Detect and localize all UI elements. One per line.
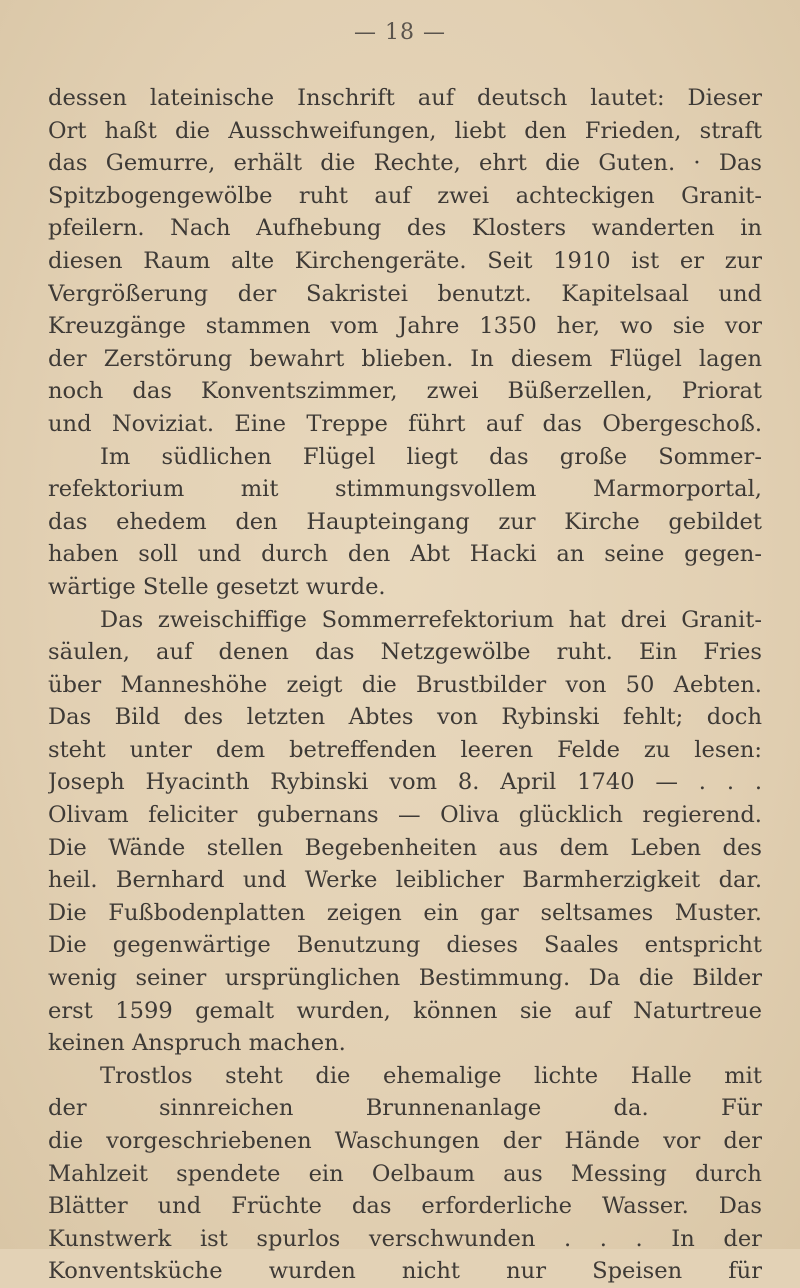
text-line: Die Fußbodenplatten zeigen ein gar seltsames Muster.	[48, 899, 762, 926]
text-line: wenig seiner ursprünglichen Bestimmung. Da die Bilder	[48, 965, 762, 992]
text-line: Vergrößerung der Sakristei benutzt. Kapitelsaal und	[48, 280, 762, 307]
text-line: keinen Anspruch machen.	[48, 1030, 346, 1057]
text-line: Konventsküche wurden nicht nur Speisen für	[48, 1258, 762, 1285]
text-line: Kreuzgänge stammen vom Jahre 1350 her, wo sie vor	[48, 313, 762, 340]
text-line: Joseph Hyacinth Rybinski vom 8. April 1740 — . . .	[48, 769, 762, 796]
text-line: erst 1599 gemalt wurden, können sie auf Naturtreue	[48, 997, 762, 1024]
text-line: das ehedem den Haupteingang zur Kirche gebildet	[48, 508, 762, 535]
text-line: die vorgeschriebenen Waschungen der Hände vor der	[48, 1128, 762, 1154]
text-line: säulen, auf denen das Netzgewölbe ruht. Ein Fries	[48, 639, 762, 666]
text-line: haben soll und durch den Abt Hacki an seine gegen-	[48, 541, 762, 568]
text-line: noch das Konventszimmer, zwei Büßerzellen, Priorat	[48, 378, 762, 405]
text-line: refektorium mit stimmungsvollem Marmorportal,	[48, 476, 762, 503]
text-line: diesen Raum alte Kirchengeräte. Seit 1910 ist er zur	[48, 247, 762, 274]
text-line: Trostlos steht die ehemalige lichte Halle mit	[100, 1062, 762, 1089]
page-number: — 18 —	[354, 20, 446, 45]
text-line: der sinnreichen Brunnenanlage da. Für	[48, 1095, 762, 1122]
text-line: Im südlichen Flügel liegt das große Sommer-	[100, 443, 762, 470]
text-line: Mahlzeit spendete ein Oelbaum aus Messing durch	[48, 1160, 762, 1187]
text-line: Spitzbogengewölbe ruht auf zwei achteckigen Granit-	[48, 182, 762, 209]
text-line: das Gemurre, erhält die Rechte, ehrt die Guten. · Das	[48, 150, 762, 177]
text-line: Das zweischiffige Sommerrefektorium hat drei Granit-	[100, 606, 762, 633]
text-line: steht unter dem betreffenden leeren Felde zu lesen:	[48, 736, 762, 763]
text-line: Olivam feliciter gubernans — Oliva glücklich regierend.	[48, 802, 762, 829]
text-line: über Manneshöhe zeigt die Brustbilder von 50 Aebten.	[48, 671, 762, 698]
text-line: und Noviziat. Eine Treppe führt auf das Obergeschoß.	[48, 410, 762, 437]
text-line: der Zerstörung bewahrt blieben. In diesem Flügel lagen	[48, 345, 762, 372]
text-line: Die gegenwärtige Benutzung dieses Saales entspricht	[48, 932, 762, 959]
text-line: Die Wände stellen Begebenheiten aus dem Leben des	[48, 834, 762, 861]
text-line: Das Bild des letzten Abtes von Rybinski fehlt; doch	[48, 704, 762, 731]
text-line: Blätter und Früchte das erforderliche Wasser. Das	[48, 1193, 762, 1220]
text-line: dessen lateinische Inschrift auf deutsch lautet: Dieser	[48, 85, 762, 111]
text-line: heil. Bernhard und Werke leiblicher Barmherzigkeit dar.	[48, 867, 762, 894]
text-line: wärtige Stelle gesetzt wurde.	[48, 573, 386, 600]
text-line: pfeilern. Nach Aufhebung des Klosters wanderten in	[48, 215, 762, 242]
body-text	[48, 82, 762, 1288]
text-line: Kunstwerk ist spurlos verschwunden . . . In der	[48, 1225, 762, 1252]
text-line: Ort haßt die Ausschweifungen, liebt den Frieden, straft	[48, 117, 762, 144]
